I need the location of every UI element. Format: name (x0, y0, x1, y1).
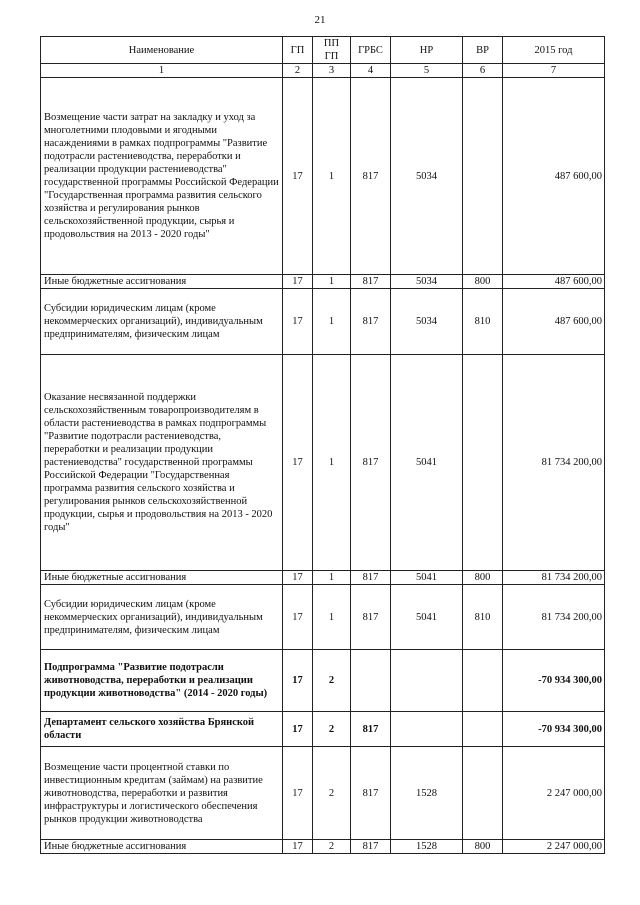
row-ppgp: 1 (313, 355, 351, 571)
header-year: 2015 год (503, 37, 605, 64)
row-sum: -70 934 300,00 (503, 712, 605, 747)
row-vr: 800 (463, 571, 503, 585)
row-ppgp: 1 (313, 585, 351, 650)
row-nr (391, 712, 463, 747)
row-ppgp: 2 (313, 840, 351, 854)
table-row (41, 78, 605, 275)
header-vr: ВР (463, 37, 503, 64)
row-grbs: 817 (351, 585, 391, 650)
row-ppgp: 2 (313, 747, 351, 840)
row-nr (391, 650, 463, 712)
index-cell: 2 (283, 64, 313, 78)
row-name: Иные бюджетные ассигнования (41, 571, 283, 585)
header-nr: НР (391, 37, 463, 64)
header-name: Наименование (41, 37, 283, 64)
table-row (41, 747, 605, 840)
row-name: Возмещение части процентной ставки по инвестиционным кредитам (займам) на развитие животноводства, переработки и развития инфраструктуры и логистического обеспечения рынков продукции животноводства (41, 747, 283, 840)
header-ppgp: ПП ГП (313, 37, 351, 64)
row-gp: 17 (283, 712, 313, 747)
row-sum: 81 734 200,00 (503, 571, 605, 585)
table-row (41, 712, 605, 747)
row-nr: 5041 (391, 355, 463, 571)
row-nr: 1528 (391, 747, 463, 840)
row-nr: 5034 (391, 78, 463, 275)
row-ppgp: 1 (313, 78, 351, 275)
row-grbs: 817 (351, 275, 391, 289)
row-nr: 5034 (391, 275, 463, 289)
row-ppgp: 1 (313, 289, 351, 355)
row-name: Иные бюджетные ассигнования (41, 275, 283, 289)
row-sum: 487 600,00 (503, 78, 605, 275)
row-gp: 17 (283, 289, 313, 355)
row-sum: 81 734 200,00 (503, 585, 605, 650)
row-gp: 17 (283, 78, 313, 275)
row-vr: 800 (463, 275, 503, 289)
row-ppgp: 2 (313, 712, 351, 747)
row-name: Подпрограмма "Развитие подотрасли животноводства, переработки и реализации продукции животноводства" (2014 - 2020 годы) (41, 650, 283, 712)
index-cell: 6 (463, 64, 503, 78)
row-vr (463, 78, 503, 275)
row-ppgp: 1 (313, 275, 351, 289)
row-name: Оказание несвязанной поддержки сельскохозяйственным товаропроизводителям в области растениеводства в рамках подпрограммы "Развитие подотрасли растениеводства, переработки и реализации продукции растениеводства" государственной программы Российской Федерации "Государственная программа развития сельского хозяйства и регулирования рынков сельскохозяйственной продукции, сырья и продовольствия на 2013 - 2020 годы" (41, 355, 283, 571)
row-grbs: 817 (351, 355, 391, 571)
row-gp: 17 (283, 840, 313, 854)
row-grbs: 817 (351, 840, 391, 854)
budget-table (40, 36, 605, 854)
header-grbs: ГРБС (351, 37, 391, 64)
index-cell: 4 (351, 64, 391, 78)
row-gp: 17 (283, 585, 313, 650)
index-cell: 7 (503, 64, 605, 78)
row-grbs (351, 650, 391, 712)
header-gp: ГП (283, 37, 313, 64)
table-row (41, 355, 605, 571)
row-grbs: 817 (351, 571, 391, 585)
row-grbs: 817 (351, 78, 391, 275)
row-sum: -70 934 300,00 (503, 650, 605, 712)
row-vr: 810 (463, 289, 503, 355)
row-vr (463, 712, 503, 747)
index-cell: 5 (391, 64, 463, 78)
row-name: Субсидии юридическим лицам (кроме некоммерческих организаций), индивидуальным предпринимателям, физическим лицам (41, 585, 283, 650)
column-index-row (41, 64, 605, 78)
index-cell: 1 (41, 64, 283, 78)
row-grbs: 817 (351, 747, 391, 840)
row-sum: 487 600,00 (503, 275, 605, 289)
row-name: Департамент сельского хозяйства Брянской области (41, 712, 283, 747)
row-vr: 800 (463, 840, 503, 854)
row-vr (463, 747, 503, 840)
row-name: Субсидии юридическим лицам (кроме некоммерческих организаций), индивидуальным предпринимателям, физическим лицам (41, 289, 283, 355)
row-nr: 5034 (391, 289, 463, 355)
row-nr: 5041 (391, 571, 463, 585)
row-gp: 17 (283, 571, 313, 585)
table-row (41, 275, 605, 289)
row-gp: 17 (283, 275, 313, 289)
row-nr: 1528 (391, 840, 463, 854)
row-ppgp: 1 (313, 571, 351, 585)
table-row (41, 650, 605, 712)
table-row (41, 585, 605, 650)
row-grbs: 817 (351, 289, 391, 355)
row-gp: 17 (283, 650, 313, 712)
row-sum: 81 734 200,00 (503, 355, 605, 571)
row-ppgp: 2 (313, 650, 351, 712)
table-row (41, 840, 605, 854)
row-vr (463, 355, 503, 571)
row-name: Иные бюджетные ассигнования (41, 840, 283, 854)
row-vr (463, 650, 503, 712)
row-vr: 810 (463, 585, 503, 650)
row-grbs: 817 (351, 712, 391, 747)
page-number: 21 (314, 14, 326, 26)
row-gp: 17 (283, 355, 313, 571)
row-sum: 2 247 000,00 (503, 840, 605, 854)
row-nr: 5041 (391, 585, 463, 650)
row-sum: 487 600,00 (503, 289, 605, 355)
index-cell: 3 (313, 64, 351, 78)
row-sum: 2 247 000,00 (503, 747, 605, 840)
row-gp: 17 (283, 747, 313, 840)
header-row (41, 37, 605, 64)
table-row (41, 289, 605, 355)
table-row (41, 571, 605, 585)
row-name: Возмещение части затрат на закладку и уход за многолетними плодовыми и ягодными насаждениями в рамках подпрограммы "Развитие подотрасли растениеводства, переработки и реализации продукции растениеводства" государственной программы Российской Федерации "Государственная программа развития сельского хозяйства и регулирования рынков сельскохозяйственной продукции, сырья и продовольствия на 2013 - 2020 годы" (41, 78, 283, 275)
